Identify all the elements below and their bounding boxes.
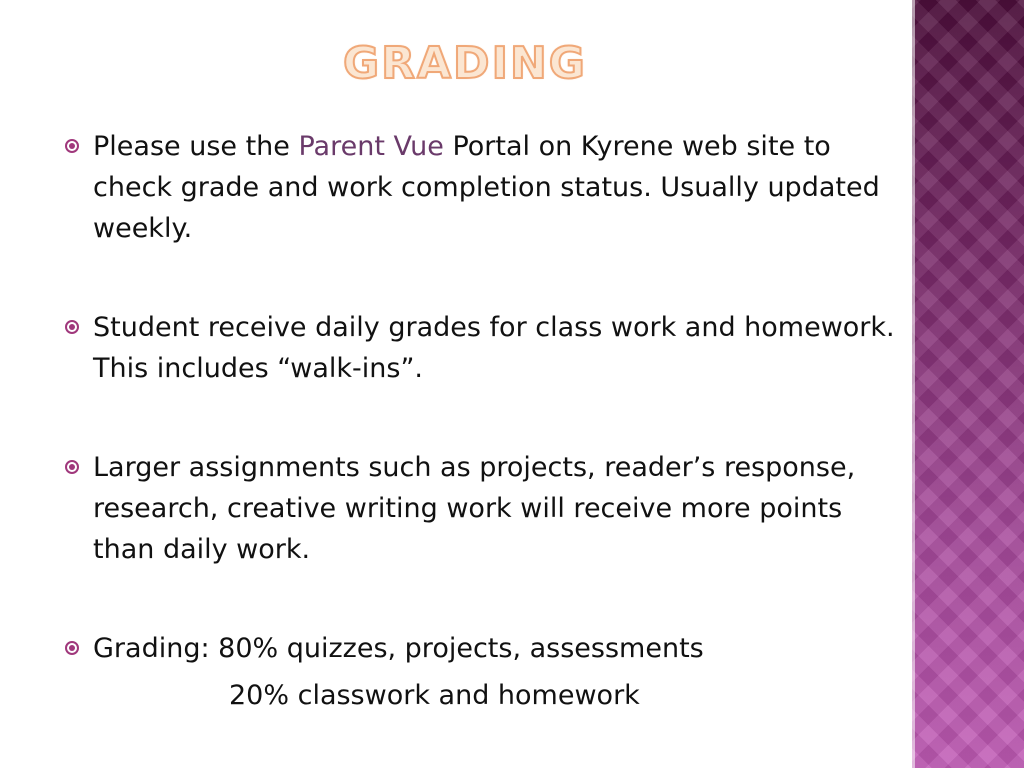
bullet-text-part: Please use the: [93, 131, 299, 162]
bullet-item-larger-assignments: [60, 447, 900, 570]
radio-bullet-icon: [65, 139, 79, 153]
bullet-item-daily-grades: [60, 307, 900, 389]
radio-bullet-icon: [65, 320, 79, 334]
bullet-item-parent-vue: [60, 126, 900, 249]
bullet-text: Larger assignments such as projects, reader’s response, research, creative writing work will receive more points than daily work.: [93, 452, 856, 565]
parent-vue-text: Parent Vue: [298, 131, 444, 162]
decorative-side-panel: [912, 0, 1024, 768]
bullet-list: [60, 126, 900, 716]
bullet-text: Student receive daily grades for class work and homework. This includes “walk-ins”.: [93, 312, 895, 384]
bullet-text-part: Portal on Kyrene web site to check grade and work completion status. Usually updated weekly.: [93, 131, 880, 244]
grading-line-quizzes: Grading: 80% quizzes, projects, assessments: [93, 633, 704, 664]
bullet-item-grading-breakdown: [60, 628, 900, 716]
grading-line-classwork: 20% classwork and homework: [229, 680, 640, 711]
radio-bullet-icon: [65, 460, 79, 474]
radio-bullet-icon: [65, 641, 79, 655]
slide-title: GRADING: [343, 38, 587, 89]
